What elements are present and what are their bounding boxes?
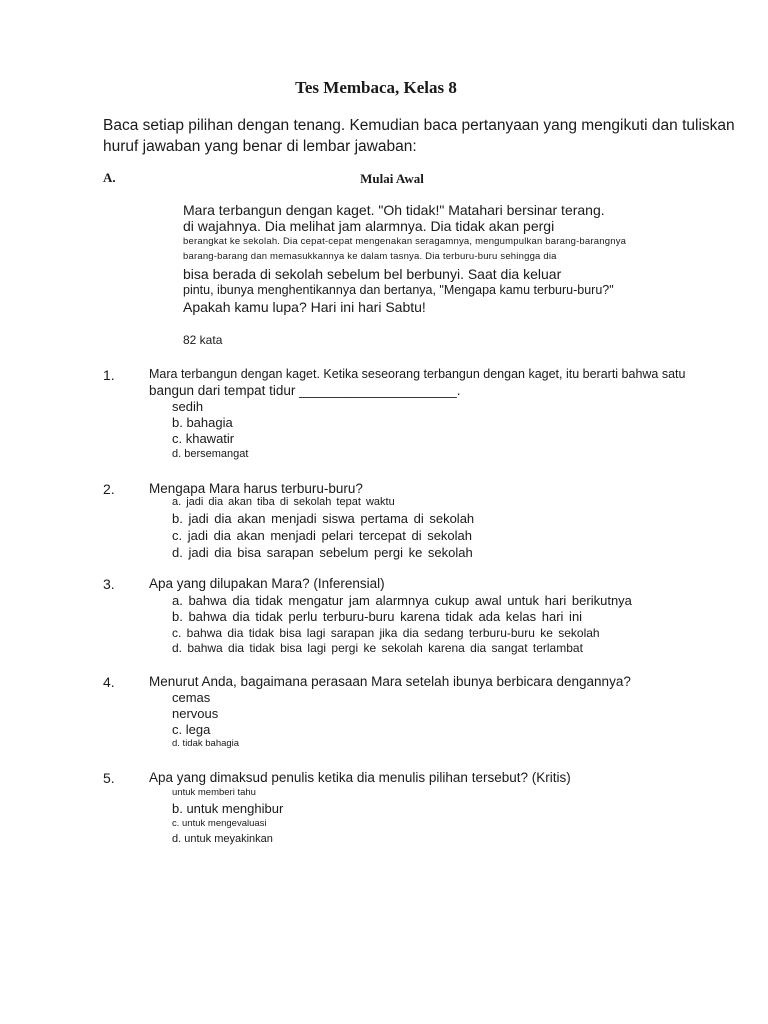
answer-option: c. jadi dia akan menjadi pelari tercepat di sekolah: [172, 528, 473, 543]
passage-line: di wajahnya. Dia melihat jam alarmnya. Dia tidak akan pergi: [183, 218, 555, 234]
question-text: Apa yang dilupakan Mara? (Inferensial): [149, 576, 385, 591]
passage-line: berangkat ke sekolah. Dia cepat-cepat mengenakan seragamnya, mengumpulkan barang-barangnya: [183, 236, 627, 247]
answer-option: d. jadi dia bisa sarapan sebelum pergi ke sekolah: [172, 545, 473, 560]
answer-option: a. bahwa dia tidak mengatur jam alarmnya cukup awal untuk hari berikutnya: [172, 593, 632, 608]
answer-option: d. bersemangat: [172, 448, 249, 460]
passage-line: bisa berada di sekolah sebelum bel berbunyi. Saat dia keluar: [183, 266, 562, 282]
passage-line: barang-barang dan memasukkannya ke dalam tasnya. Dia terburu-buru sehingga dia: [183, 251, 557, 262]
answer-option: d. tidak bahagia: [172, 738, 240, 749]
word-count: 82 kata: [183, 333, 223, 347]
passage-line: Mara terbangun dengan kaget. "Oh tidak!" Matahari bersinar terang.: [183, 202, 605, 218]
section-title: Mulai Awal: [360, 171, 424, 186]
question-number: 3.: [103, 576, 115, 592]
answer-option: b. bahagia: [172, 415, 233, 430]
question-number: 1.: [103, 367, 115, 383]
answer-option: untuk memberi tahu: [172, 787, 256, 798]
passage-line: Apakah kamu lupa? Hari ini hari Sabtu!: [183, 299, 426, 315]
question-text: Mara terbangun dengan kaget. Ketika seseorang terbangun dengan kaget, itu berarti bahwa satu: [149, 367, 686, 381]
answer-option: cemas: [172, 690, 211, 705]
answer-option: nervous: [172, 706, 219, 721]
passage-line: pintu, ibunya menghentikannya dan bertanya, "Mengapa kamu terburu-buru?": [183, 283, 614, 297]
answer-option: sedih: [172, 399, 204, 414]
question-number: 2.: [103, 481, 115, 497]
answer-option: c. lega: [172, 722, 211, 737]
question-text: Mengapa Mara harus terburu-buru?: [149, 481, 363, 496]
question-number: 5.: [103, 770, 115, 786]
question-text: Menurut Anda, bagaimana perasaan Mara setelah ibunya berbicara dengannya?: [149, 674, 631, 689]
answer-option: d. untuk meyakinkan: [172, 833, 273, 845]
answer-option: c. untuk mengevaluasi: [172, 818, 267, 829]
answer-option: d. bahwa dia tidak bisa lagi pergi ke sekolah karena dia sangat terlambat: [172, 641, 583, 655]
page-title: Tes Membaca, Kelas 8: [295, 78, 457, 97]
answer-option: b. jadi dia akan menjadi siswa pertama di sekolah: [172, 511, 475, 526]
section-letter: A.: [103, 170, 116, 185]
answer-option: a. jadi dia akan tiba di sekolah tepat waktu: [172, 496, 395, 508]
question-text: bangun dari tempat tidur _____________________.: [149, 383, 461, 398]
instructions-line-1: Baca setiap pilihan dengan tenang. Kemudian baca pertanyaan yang mengikuti dan tuliskan: [103, 117, 735, 134]
answer-option: c. bahwa dia tidak bisa lagi sarapan jika dia sedang terburu-buru ke sekolah: [172, 626, 600, 640]
question-number: 4.: [103, 674, 115, 690]
answer-option: c. khawatir: [172, 431, 235, 446]
answer-option: b. bahwa dia tidak perlu terburu-buru karena tidak ada kelas hari ini: [172, 609, 583, 624]
answer-option: b. untuk menghibur: [172, 801, 284, 816]
instructions-line-2: huruf jawaban yang benar di lembar jawaban:: [103, 138, 417, 155]
question-text: Apa yang dimaksud penulis ketika dia menulis pilihan tersebut? (Kritis): [149, 770, 571, 785]
